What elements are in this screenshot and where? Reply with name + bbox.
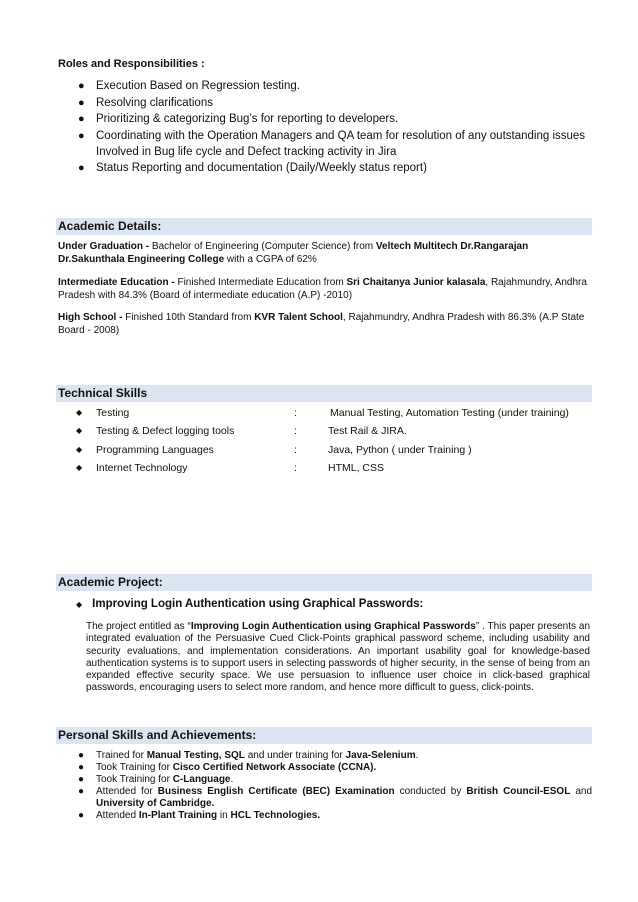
project-description: The project entitled as “Improving Login Authentication using Graphical Passwords” . This paper presents an integrated evaluation of the Persuasive Cued Click-Points graphical password scheme, including usability and security evaluations, and implementation considerations. An important usability goal for knowledge-based authentication systems is to support users in selecting passwords of higher security, in the sense of being from an expanded effective security space. We use persuasion to influence user choice in click-based graphical passwords, encouraging users to select more random, and hence more difficult to guess, click-points.	[86, 621, 591, 694]
diamond-bullet-icon: ◆	[76, 426, 83, 436]
list-item: ● Coordinating with the Operation Managers and QA team for resolution of any outstanding issues Involved in Bug life cycle and Defect tracking activity in Jira	[78, 129, 586, 158]
bullet-icon: ●	[78, 750, 85, 761]
diamond-bullet-icon: ◆	[76, 444, 83, 454]
list-item: ● Took Training for Cisco Certified Network Associate (CCNA).	[78, 762, 377, 773]
list-item: ● Execution Based on Regression testing.	[78, 80, 300, 92]
section-heading: Academic Details:	[58, 219, 162, 233]
diamond-bullet-icon: ◆	[76, 408, 83, 417]
bullet-icon: ●	[78, 162, 85, 174]
table-row: ◆ Testing & Defect logging tools : Test Rail & JIRA.	[76, 425, 407, 438]
bullet-icon: ●	[78, 80, 85, 92]
list-item: ● Took Training for C-Language.	[78, 774, 234, 785]
list-item: ● Trained for Manual Testing, SQL and under training for Java-Selenium.	[78, 750, 419, 761]
list-item: ● Prioritizing & categorizing Bug’s for reporting to developers.	[78, 113, 399, 125]
table-row: ◆ Programming Languages : Java, Python ( under Training )	[76, 443, 472, 456]
bullet-icon: ●	[78, 774, 85, 785]
personal-skills-heading-bar	[56, 727, 592, 744]
high-school-paragraph: High School - Finished 10th Standard from KVR Talent School, Rajahmundry, Andhra Pradesh with 86.3% (A.P State Board - 2008)	[58, 312, 585, 336]
list-item: ● Resolving clarifications	[78, 96, 213, 109]
bullet-icon: ●	[78, 113, 85, 125]
technical-skills-heading-bar	[56, 385, 592, 402]
table-row: ◆ Testing : Manual Testing, Automation Testing (under training)	[76, 407, 569, 419]
under-graduation-paragraph: Under Graduation - Bachelor of Engineering (Computer Science) from Veltech Multitech Dr.Rangarajan Dr.Sakunthala Engineering College with a CGPA of 62%	[58, 241, 529, 265]
roles-list	[78, 78, 598, 177]
list-item: ● Status Reporting and documentation (Daily/Weekly status report)	[78, 162, 427, 174]
bullet-icon: ●	[78, 129, 85, 142]
intermediate-paragraph: Intermediate Education - Finished Intermediate Education from Sri Chaitanya Junior kalasala, Rajahmundry, Andhra Pradesh with 84.3% (Board of intermediate education (A.P) -2010)	[58, 277, 587, 301]
list-item: ● Attended for Business English Certificate (BEC) Examination conducted by British Council-ESOL and University of Cambridge.	[78, 786, 593, 809]
achievements-list	[78, 750, 592, 822]
diamond-bullet-icon: ◆	[76, 600, 83, 609]
diamond-bullet-icon: ◆	[76, 462, 83, 472]
bullet-icon: ●	[78, 762, 85, 773]
academic-details-heading-bar	[56, 218, 592, 235]
list-item: ● Attended In-Plant Training in HCL Technologies.	[78, 810, 321, 821]
academic-project-heading-bar	[56, 574, 592, 591]
section-heading: Personal Skills and Achievements:	[58, 728, 257, 742]
roles-heading: Roles and Responsibilities :	[58, 58, 205, 70]
bullet-icon: ●	[78, 96, 85, 109]
project-title: ◆ Improving Login Authentication using Graphical Passwords:	[76, 598, 424, 610]
bullet-icon: ●	[78, 810, 85, 821]
bullet-icon: ●	[78, 786, 85, 797]
technical-skills-table	[76, 406, 596, 479]
table-row: ◆ Internet Technology : HTML, CSS	[76, 461, 385, 474]
section-heading: Academic Project:	[58, 575, 163, 589]
section-heading: Technical Skills	[58, 386, 148, 400]
